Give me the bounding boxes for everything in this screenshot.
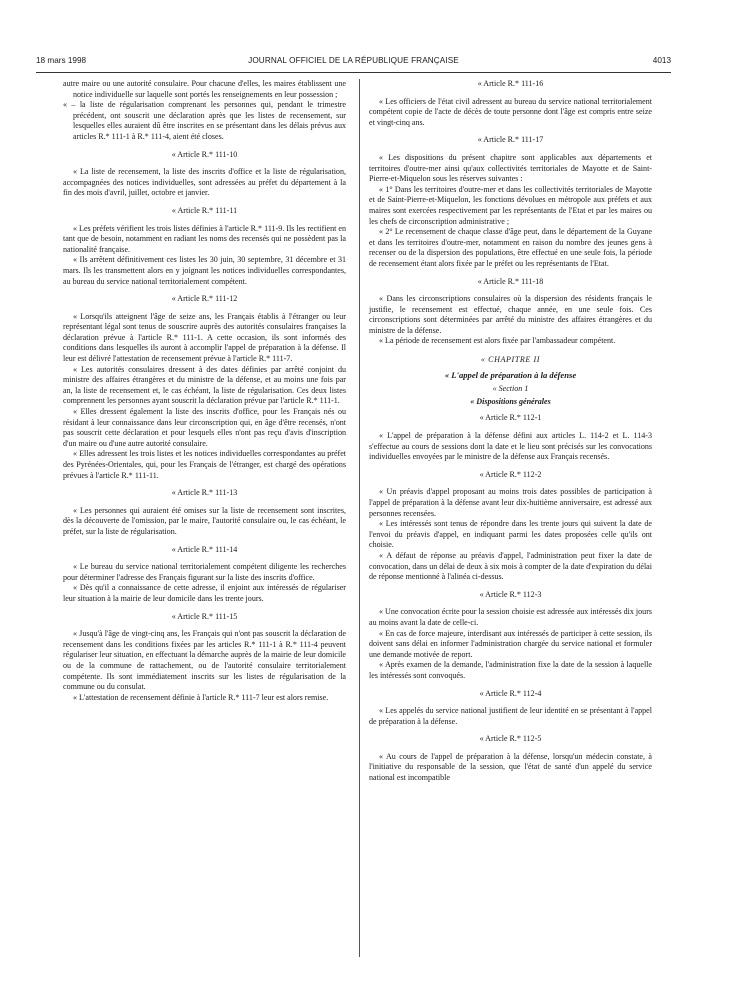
right-column bbox=[369, 79, 652, 784]
paragraph: « Les appelés du service national justifient de leur identité en se présentant à l'appel de préparation à la défense. bbox=[369, 706, 652, 726]
article-heading: « Article R.* 111-13 bbox=[171, 488, 238, 498]
paragraph: « 1° Dans les territoires d'outre-mer et dans les collectivités territoriales de Mayotte et de Saint-Pierre-et-Miquelon, les fonctions dévolues en métropole aux préfets et aux maires sont exercées respectivement par les représentants de l'Etat et par les maires ou les chefs de circonscription administrative ; bbox=[369, 184, 652, 226]
article-heading: « Article R.* 111-16 bbox=[477, 79, 544, 88]
paragraph: « – la liste de régularisation comprenant les personnes qui, pendant le trimestre précédent, ont souscrit une déclaration après que les listes de recensement, sur lesquelles elles auraient dû être inscrites en se présentant dans les délais prévus aux articles R.* 111-1 à R.* 111-4, aient été closes. bbox=[63, 100, 346, 141]
paragraph: « Dès qu'il a connaissance de cette adresse, il enjoint aux intéressés de régulariser leur situation à la mairie de leur domicile dans les trente jours. bbox=[63, 583, 346, 603]
article-heading: « Article R.* 112-4 bbox=[479, 688, 542, 698]
section-heading: « Section 1 bbox=[492, 384, 529, 394]
article-heading: « Article R.* 112-5 bbox=[479, 734, 542, 744]
chapter-title: « L'appel de préparation à la défense bbox=[444, 369, 577, 380]
paragraph: « Les préfets vérifient les trois listes définies à l'article R.* 111-9. Ils les rectifient en tant que de besoin, notamment en radiant les noms des recensés qui ne possèdent pas la nationalité française. bbox=[63, 223, 346, 254]
paragraph: « Les intéressés sont tenus de répondre dans les trente jours qui suivent la date de l'envoi du préavis d'appel, en indiquant parmi les dates proposées celle qu'ils ont choisie. bbox=[369, 519, 652, 550]
paragraph: « Les dispositions du présent chapitre sont applicables aux départements et territoires d'outre-mer ainsi qu'aux collectivités territoriales de Mayotte et de Saint-Pierre-et-Miquelon sous les réserves suivantes : bbox=[369, 152, 652, 184]
article-heading: « Article R.* 111-11 bbox=[171, 205, 238, 215]
article-heading: « Article R.* 111-15 bbox=[171, 611, 238, 621]
article-heading: « Article R.* 112-1 bbox=[479, 413, 542, 423]
article-heading: « Article R.* 111-12 bbox=[171, 294, 238, 304]
article-heading: « Article R.* 111-14 bbox=[171, 544, 238, 554]
left-column bbox=[63, 79, 346, 703]
paragraph: « Lorsqu'ils atteignent l'âge de seize ans, les Français établis à l'étranger ou leur représentant légal sont tenus de souscrire auprès des autorités consulaires françaises la déclaration prévue à l'article R.* 111-1. A cette occasion, ils sont informés des conditions dans lesquelles ils auront à accomplir l'appel de préparation à la défense. Il leur est délivré l'attestation de recensement prévue à l'article R.* 111-7. bbox=[63, 311, 346, 364]
header-date: 18 mars 1998 bbox=[36, 56, 87, 65]
paragraph: « Jusqu'à l'âge de vingt-cinq ans, les Français qui n'ont pas souscrit la déclaration de recensement dans les conditions fixées par les articles R.* 111-1 à R.* 111-4 peuvent régulariser leur situation, en effectuant la démarche auprès de la mairie de leur domicile ou de la commune de rattachement, ou de l'autorité consulaire territorialement compétente. Ils sont immédiatement inscrits sur les listes de régularisation de la commune ou du consulat. bbox=[63, 629, 346, 692]
article-heading: « Article R.* 112-2 bbox=[479, 469, 542, 479]
paragraph: « Ils arrêtent définitivement ces listes les 30 juin, 30 septembre, 31 décembre et 31 mars. Ils les transmettent alors en y joignant les notices individuelles correspondantes, au bureau du service national territorialement compétent. bbox=[63, 255, 346, 286]
paragraph: « A défaut de réponse au préavis d'appel, l'administration peut fixer la date de convocation, dans un délai de deux à six mois à compter de la date d'expiration du délai de réponse mentionné à l'alinéa ci-dessus. bbox=[369, 550, 652, 582]
column-divider bbox=[359, 79, 360, 957]
page-header bbox=[36, 56, 671, 70]
subsection-title: « Dispositions générales bbox=[470, 396, 551, 406]
paragraph: « Elles dressent également la liste des inscrits d'office, pour les Français nés ou résidant à leur connaissance dans leur circonscription qui, en âge d'être recensés, n'ont pas souscrit cette déclaration et pour lesquels elles n'ont pas reçu d'avis d'inscription d'un maire ou d'une autre autorité consulaire. bbox=[63, 407, 346, 448]
header-rule bbox=[36, 72, 671, 73]
article-heading: « Article R.* 112-3 bbox=[479, 589, 542, 599]
paragraph: « Au cours de l'appel de préparation à la défense, lorsqu'un médecin constate, à l'initiative du responsable de la session, que l'état de santé d'un appelé du service national est incompatible bbox=[369, 751, 652, 783]
paragraph: « Les autorités consulaires dressent à des dates définies par arrêté conjoint du ministre des affaires étrangères et du ministre de la défense, et au moins une fois par an, la liste de recensement et, le cas échéant, la liste de régularisation. Ces deux listes comprennent les personnes ayant souscrit la déclaration prévue par l'article R.* 111-1. bbox=[63, 364, 346, 406]
paragraph: « Elles adressent les trois listes et les notices individuelles correspondantes au préfet des Pyrénées-Orientales, qui, pour les Français de l'étranger, est chargé des opérations prévues à l'article R.* 111-11. bbox=[63, 449, 346, 480]
paragraph: « La période de recensement est alors fixée par l'ambassadeur compétent. bbox=[379, 336, 616, 346]
paragraph: « Le bureau du service national territorialement compétent diligente les recherches pour déterminer l'adresse des Français figurant sur la liste des inscrits d'office. bbox=[63, 562, 346, 582]
paragraph: « Dans les circonscriptions consulaires où la dispersion des résidents français le justifie, le recensement est effectué, chaque année, en une seule fois. Ces circonscriptions sont déterminées par arrêté du ministre des affaires étrangères et du ministre de la défense. bbox=[369, 294, 652, 335]
paragraph: « La liste de recensement, la liste des inscrits d'office et la liste de régularisation, accompagnées des notices individuelles, sont adressées au préfet du département à la fin des mois d'avril, juillet, octobre et janvier. bbox=[63, 167, 346, 198]
article-heading: « Article R.* 111-18 bbox=[477, 276, 544, 286]
header-page-number: 4013 bbox=[652, 56, 671, 65]
paragraph: « En cas de force majeure, interdisant aux intéressés de participer à cette session, ils doivent sans délai en informer l'administration chargée du service national et formuler une demande motivée de report. bbox=[369, 628, 652, 659]
paragraph: « Un préavis d'appel proposant au moins trois dates possibles de participation à l'appel de préparation à la défense avant leur dix-huitième anniversaire, est adressé aux personnes recensées. bbox=[369, 487, 652, 518]
paragraph: « Les officiers de l'état civil adressent au bureau du service national territorialement compétent copie de l'acte de décès de toute personne dont l'âge est compris entre seize et vingt-cinq ans. bbox=[369, 96, 652, 127]
paragraph: « L'appel de préparation à la défense défini aux articles L. 114-2 et L. 114-3 s'effectue au cours de sessions dont la date et le lieu sont précisés sur les convocations individuelles envoyées par le ministre de la défense aux Français recensés. bbox=[369, 431, 652, 462]
paragraph: « Une convocation écrite pour la session choisie est adressée aux intéressés dix jours au moins avant la date de celle-ci. bbox=[369, 607, 652, 627]
paragraph: autre maire ou une autorité consulaire. Pour chacune d'elles, les maires établissent une notice individuelle sur laquelle sont portés les renseignements en leur possession ; bbox=[63, 79, 346, 99]
paragraph: « L'attestation de recensement définie à l'article R.* 111-7 leur est alors remise. bbox=[73, 692, 329, 702]
article-heading: « Article R.* 111-17 bbox=[477, 135, 544, 145]
paragraph: « 2° Le recensement de chaque classe d'âge peut, dans le département de la Guyane et dans les territoires d'outre-mer, notamment en raison du nombre des jeunes gens à recenser ou de la dispersion des populations, être effectué en une seule fois, la période de recensement étant alors fixée par le préfet ou les représentants de l'Etat. bbox=[369, 227, 652, 268]
article-heading: « Article R.* 111-10 bbox=[171, 149, 238, 159]
paragraph: « Après examen de la demande, l'administration fixe la date de la session à laquelle les intéressés sont convoqués. bbox=[369, 660, 652, 680]
header-journal-title: JOURNAL OFFICIEL DE LA RÉPUBLIQUE FRANÇAISE bbox=[248, 56, 459, 65]
paragraph: « Les personnes qui auraient été omises sur la liste de recensement sont inscrites, dès la découverte de l'omission, par le maire, l'autorité consulaire ou, le cas échéant, le préfet, sur la liste de régularisation. bbox=[63, 505, 346, 536]
chapter-heading: « CHAPITRE II bbox=[480, 355, 541, 365]
